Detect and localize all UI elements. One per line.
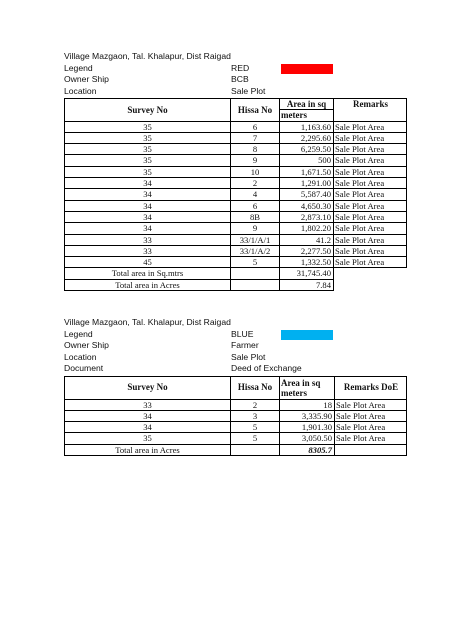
- table-row: [65, 433, 407, 444]
- table-body: [65, 399, 407, 455]
- cell-hissa: 33/1/A/1: [231, 234, 280, 245]
- cell-survey: 35: [65, 166, 231, 177]
- cell-remarks: Sale Plot Area: [334, 245, 407, 256]
- cell-remarks: Sale Plot Area: [334, 189, 407, 200]
- header-remarks: Remarks: [334, 99, 407, 122]
- cell-remarks: Sale Plot Area: [334, 211, 407, 222]
- total-label: Total area in Acres: [65, 444, 231, 455]
- cell-survey: 33: [65, 399, 231, 410]
- legend-color-swatch: [281, 64, 333, 74]
- cell-survey: 45: [65, 257, 231, 268]
- cell-hissa: 4: [231, 189, 280, 200]
- cell-area: 3,050.50: [280, 433, 335, 444]
- cell-remarks: Sale Plot Area: [335, 433, 407, 444]
- cell-hissa: 5: [231, 422, 280, 433]
- header-remarks: Remarks DoE: [335, 376, 407, 399]
- cell-hissa: 9: [231, 223, 280, 234]
- info-ownership: [64, 340, 407, 352]
- cell-survey: 35: [65, 121, 231, 132]
- cell-survey: 34: [65, 200, 231, 211]
- table-row: [65, 257, 407, 268]
- info-legend: [64, 63, 407, 75]
- table-row: [65, 422, 407, 433]
- header-area-line2: meters: [280, 110, 334, 121]
- cell-remarks: Sale Plot Area: [334, 223, 407, 234]
- table-row: [65, 399, 407, 410]
- cell-hissa: 7: [231, 132, 280, 143]
- cell-hissa: 6: [231, 121, 280, 132]
- info-label: Document: [64, 363, 104, 373]
- cell-area: 18: [280, 399, 335, 410]
- survey-table: [64, 376, 407, 456]
- table-header-row: [65, 376, 407, 399]
- cell-hissa: 5: [231, 257, 280, 268]
- cell-remarks: Sale Plot Area: [335, 410, 407, 421]
- cell-remarks: Sale Plot Area: [335, 399, 407, 410]
- table-body: [65, 121, 407, 290]
- cell-area: 1,163.60: [280, 121, 334, 132]
- table-row: [65, 245, 407, 256]
- total-row: [65, 268, 407, 279]
- cell-area: 2,277.50: [280, 245, 334, 256]
- info-value: Sale Plot: [231, 85, 266, 96]
- info-value: Farmer: [231, 340, 259, 350]
- section-blue: [64, 317, 407, 456]
- header-hissa: Hissa No: [231, 99, 280, 122]
- cell-area: 1,291.00: [280, 178, 334, 189]
- info-document: [64, 363, 407, 375]
- cell-survey: 34: [65, 223, 231, 234]
- cell-remarks: Sale Plot Area: [334, 132, 407, 143]
- info-label: Location: [64, 85, 97, 96]
- cell-survey: 33: [65, 245, 231, 256]
- info-label: Legend: [64, 62, 93, 73]
- info-value: RED: [231, 62, 250, 73]
- info-label: Owner Ship: [64, 74, 109, 84]
- total-label: Total area in Acres: [65, 279, 231, 290]
- cell-remarks: Sale Plot Area: [334, 166, 407, 177]
- table-row: [65, 211, 407, 222]
- cell-area: 2,873.10: [280, 211, 334, 222]
- info-label: Legend: [64, 328, 93, 339]
- cell-remarks: Sale Plot Area: [334, 178, 407, 189]
- cell-survey: 34: [65, 211, 231, 222]
- cell-survey: 34: [65, 189, 231, 200]
- table-row: [65, 166, 407, 177]
- empty-cell: [335, 444, 407, 455]
- section-title-text: Village Mazgaon, Tal. Khalapur, Dist Raigad: [64, 317, 231, 327]
- cell-hissa: 8B: [231, 211, 280, 222]
- header-area-line2: meters: [281, 387, 307, 398]
- cell-remarks: Sale Plot Area: [334, 121, 407, 132]
- cell-remarks: Sale Plot Area: [334, 234, 407, 245]
- cell-survey: 35: [65, 144, 231, 155]
- cell-remarks: Sale Plot Area: [334, 257, 407, 268]
- table-row: [65, 121, 407, 132]
- table-row: [65, 200, 407, 211]
- table-header-row: [65, 99, 407, 110]
- cell-area: 2,295.60: [280, 132, 334, 143]
- total-value: 7.84: [280, 279, 334, 290]
- total-value: 31,745.40: [280, 268, 334, 279]
- cell-survey: 34: [65, 178, 231, 189]
- table-row: [65, 132, 407, 143]
- cell-area: 3,335.90: [280, 410, 335, 421]
- info-label: Owner Ship: [64, 340, 109, 350]
- header-survey: Survey No: [65, 99, 231, 122]
- cell-area: 4,650.30: [280, 200, 334, 211]
- cell-remarks: Sale Plot Area: [334, 144, 407, 155]
- survey-table: [64, 98, 407, 291]
- cell-remarks: Sale Plot Area: [334, 200, 407, 211]
- cell-remarks: Sale Plot Area: [334, 155, 407, 166]
- cell-hissa: 2: [231, 178, 280, 189]
- total-label: Total area in Sq.mtrs: [65, 268, 231, 279]
- cell-area: 6,259.50: [280, 144, 334, 155]
- cell-survey: 35: [65, 155, 231, 166]
- empty-cell: [231, 444, 280, 455]
- cell-survey: 34: [65, 422, 231, 433]
- header-area: [280, 376, 335, 399]
- cell-hissa: 5: [231, 433, 280, 444]
- cell-area: 1,802.20: [280, 223, 334, 234]
- legend-color-swatch: [281, 330, 333, 340]
- cell-hissa: 33/1/A/2: [231, 245, 280, 256]
- table-row: [65, 178, 407, 189]
- cell-survey: 34: [65, 410, 231, 421]
- info-value: BLUE: [231, 328, 254, 339]
- table-row: [65, 410, 407, 421]
- cell-hissa: 3: [231, 410, 280, 421]
- empty-cell: [231, 279, 280, 290]
- cell-area: 5,587.40: [280, 189, 334, 200]
- cell-survey: 35: [65, 433, 231, 444]
- cell-hissa: 8: [231, 144, 280, 155]
- info-ownership: [64, 74, 407, 86]
- cell-area: 1,671.50: [280, 166, 334, 177]
- cell-area: 500: [280, 155, 334, 166]
- empty-cell: [231, 268, 280, 279]
- info-value: Deed of Exchange: [231, 363, 302, 373]
- cell-area: 41.2: [280, 234, 334, 245]
- table-row: [65, 189, 407, 200]
- header-area-line1: Area in sq: [280, 99, 334, 110]
- section-title: [64, 317, 407, 329]
- cell-remarks: Sale Plot Area: [335, 422, 407, 433]
- info-label: Location: [64, 351, 97, 362]
- info-location: [64, 352, 407, 364]
- table-row: [65, 234, 407, 245]
- info-location: [64, 86, 407, 98]
- cell-area: 1,901.30: [280, 422, 335, 433]
- info-value: BCB: [231, 74, 249, 84]
- cell-hissa: 10: [231, 166, 280, 177]
- section-title: [64, 51, 407, 63]
- header-area-line1: Area in sq: [281, 377, 321, 388]
- info-legend: [64, 329, 407, 341]
- header-hissa: Hissa No: [231, 376, 280, 399]
- section-title-text: Village Mazgaon, Tal. Khalapur, Dist Raigad: [64, 51, 231, 61]
- total-row: [65, 279, 407, 290]
- cell-hissa: 6: [231, 200, 280, 211]
- cell-survey: 33: [65, 234, 231, 245]
- table-row: [65, 223, 407, 234]
- cell-area: 1,332.50: [280, 257, 334, 268]
- total-value: 8305.7: [280, 444, 335, 455]
- section-red: [64, 51, 407, 291]
- cell-hissa: 9: [231, 155, 280, 166]
- table-row: [65, 144, 407, 155]
- header-survey: Survey No: [65, 376, 231, 399]
- info-value: Sale Plot: [231, 351, 266, 362]
- cell-survey: 35: [65, 132, 231, 143]
- table-row: [65, 155, 407, 166]
- total-row: [65, 444, 407, 455]
- cell-hissa: 2: [231, 399, 280, 410]
